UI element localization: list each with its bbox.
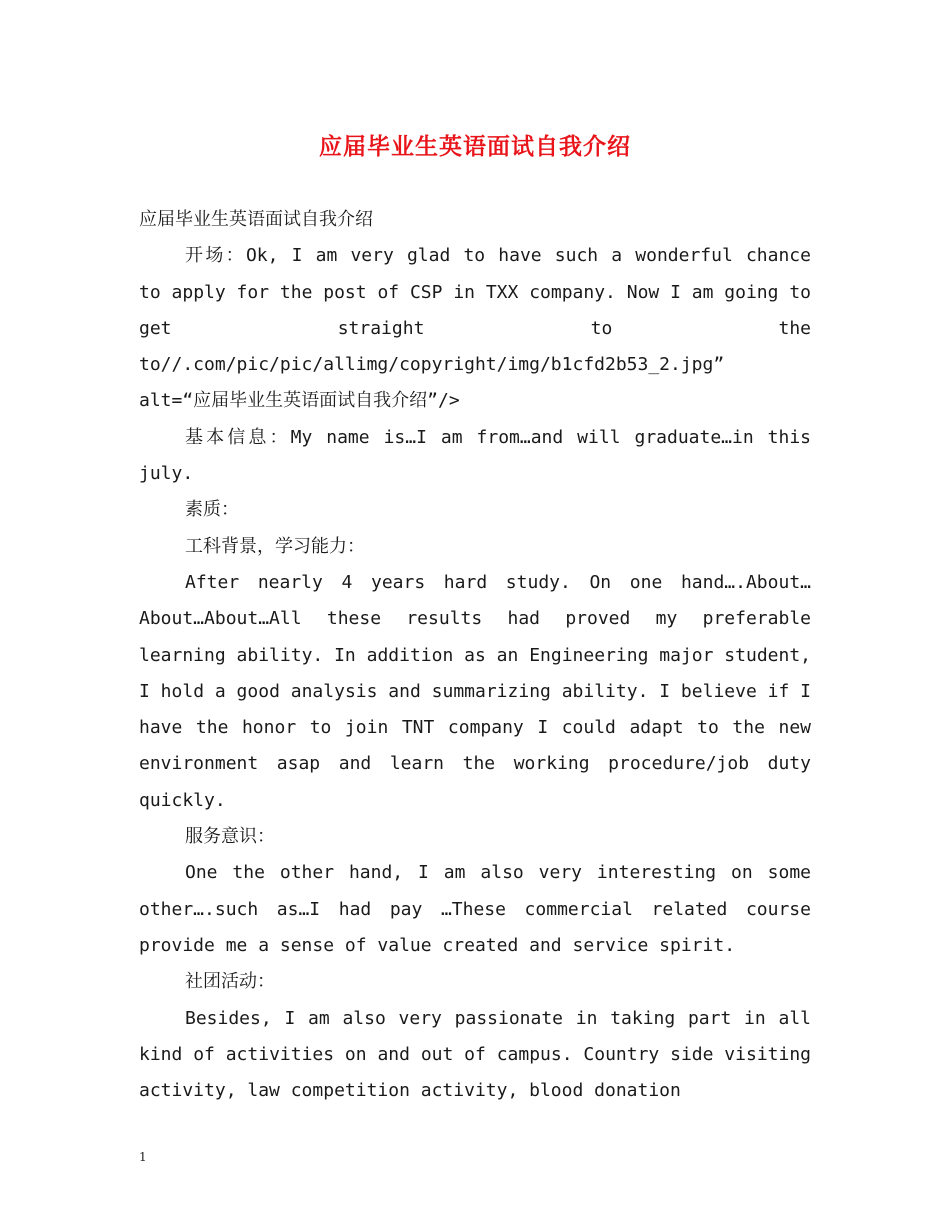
paragraph-activities: Besides, I am also very passionate in taking part in all kind of activities on and out of campus. Country side visiting activity, law competition activity, blood donation [139, 1007, 811, 1102]
paragraph-image-src: to//.com/pic/pic/allimg/copyright/img/b1cfd2b53_2.jpg” [139, 354, 725, 376]
paragraph-opening: 开场：Ok, I am very glad to have such a wonderful chance to apply for the post of CSP in TXX company. Now I am going to get straight to the [139, 245, 811, 339]
paragraph-heading: 应届毕业生英语面试自我介绍 [139, 209, 373, 230]
paragraph-learning-heading: 工科背景，学习能力： [185, 535, 365, 557]
paragraph-learning: After nearly 4 years hard study. On one hand….About…About…About…All these results had proved my preferable learning ability. In addition as an Engineering major student, I hold a good analysis and summarizing ability. I believe if I have the honor to join TNT company I could adapt to the new environment asap and learn the working procedure/job duty quickly. [139, 571, 811, 811]
paragraph-basic-info: 基本信息：My name is…I am from…and will graduate…in this july. [139, 426, 811, 485]
document-title: 应届毕业生英语面试自我介绍 [319, 133, 631, 160]
paragraph-activities-heading: 社团活动： [185, 971, 275, 993]
paragraph-service: One the other hand, I am also very interesting on some other….such as…I had pay …These commercial related course provide me a sense of value created and service spirit. [139, 862, 811, 956]
paragraph-service-heading: 服务意识： [185, 826, 275, 848]
page-number: 1 [139, 1150, 147, 1164]
document-body [139, 202, 811, 1109]
paragraph-quality-heading: 素质： [185, 499, 239, 521]
paragraph-image-alt: alt=“应届毕业生英语面试自我介绍”/> [139, 390, 460, 412]
